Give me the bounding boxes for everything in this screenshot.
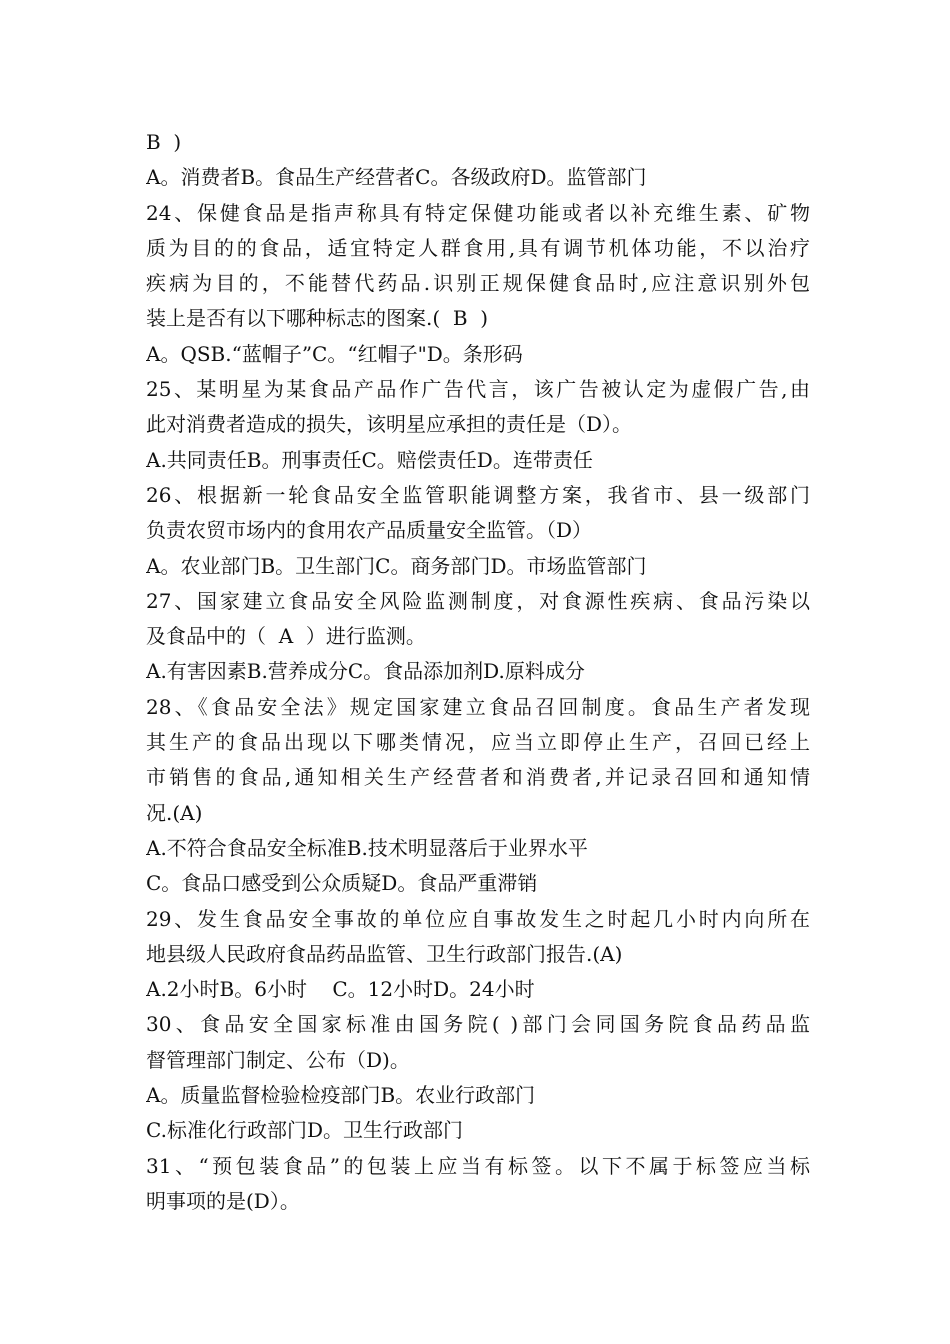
text-line: 31、“预包装食品”的包装上应当有标签。以下不属于标签应当标 [146, 1153, 810, 1178]
text-line: 装上是否有以下哪种标志的图案.( B ) [146, 306, 489, 331]
text-line: 29、发生食品安全事故的单位应自事故发生之时起几小时内向所在 [146, 906, 810, 931]
text-line: 疾病为目的，不能替代药品.识别正规保健食品时,应注意识别外包 [146, 271, 810, 296]
text-line: A.共同责任B。刑事责任C。赔偿责任D。连带责任 [146, 447, 593, 472]
text-line: 地县级人民政府食品药品监管、卫生行政部门报告.(A) [146, 941, 623, 966]
text-line: 27、国家建立食品安全风险监测制度，对食源性疾病、食品污染以 [146, 588, 810, 613]
text-line: 28、《食品安全法》规定国家建立食品召回制度。食品生产者发现 [146, 694, 810, 719]
text-line: A。QSB.“蓝帽子”C。“红帽子"D。条形码 [146, 341, 523, 366]
text-line: 质为目的的食品，适宜特定人群食用,具有调节机体功能，不以治疗 [146, 235, 810, 260]
text-line: 负责农贸市场内的食用农产品质量安全监管。（D） [146, 518, 593, 543]
text-line: A。质量监督检验检疫部门B。农业行政部门 [146, 1083, 536, 1108]
text-line: A.2小时B。6小时 C。12小时D。24小时 [146, 977, 535, 1002]
text-line: 督管理部门制定、公布（D)。 [146, 1047, 410, 1072]
text-line: A。农业部门B。卫生部门C。商务部门D。市场监管部门 [146, 553, 647, 578]
text-line: C.标准化行政部门D。卫生行政部门 [146, 1118, 463, 1143]
document-body [146, 125, 810, 1219]
text-line: 24、保健食品是指声称具有特定保健功能或者以补充维生素、矿物 [146, 200, 810, 225]
text-line: C。食品口感受到公众质疑D。食品严重滞销 [146, 871, 538, 896]
text-line: 明事项的是(D）。 [146, 1188, 300, 1213]
text-line: 此对消费者造成的损失，该明星应承担的责任是（D）。 [146, 412, 633, 437]
text-line: A.有害因素B.营养成分C。食品添加剂D.原料成分 [146, 659, 585, 684]
text-line: A.不符合食品安全标准B.技术明显落后于业界水平 [146, 835, 588, 860]
text-line: 况.(A) [146, 800, 203, 825]
text-line: 25、某明星为某食品产品作广告代言，该广告被认定为虚假广告,由 [146, 377, 810, 402]
text-line: 市销售的食品,通知相关生产经营者和消费者,并记录召回和通知情 [146, 765, 810, 790]
text-line: 26、根据新一轮食品安全监管职能调整方案，我省市、县一级部门 [146, 482, 810, 507]
text-line: A。消费者B。食品生产经营者C。各级政府D。监管部门 [146, 165, 647, 190]
text-line: B ) [146, 130, 182, 154]
text-line: 及食品中的（ A ）进行监测。 [146, 624, 426, 649]
text-line: 其生产的食品出现以下哪类情况，应当立即停止生产，召回已经上 [146, 730, 810, 755]
text-line: 30、食品安全国家标准由国务院( )部门会同国务院食品药品监 [146, 1012, 810, 1037]
